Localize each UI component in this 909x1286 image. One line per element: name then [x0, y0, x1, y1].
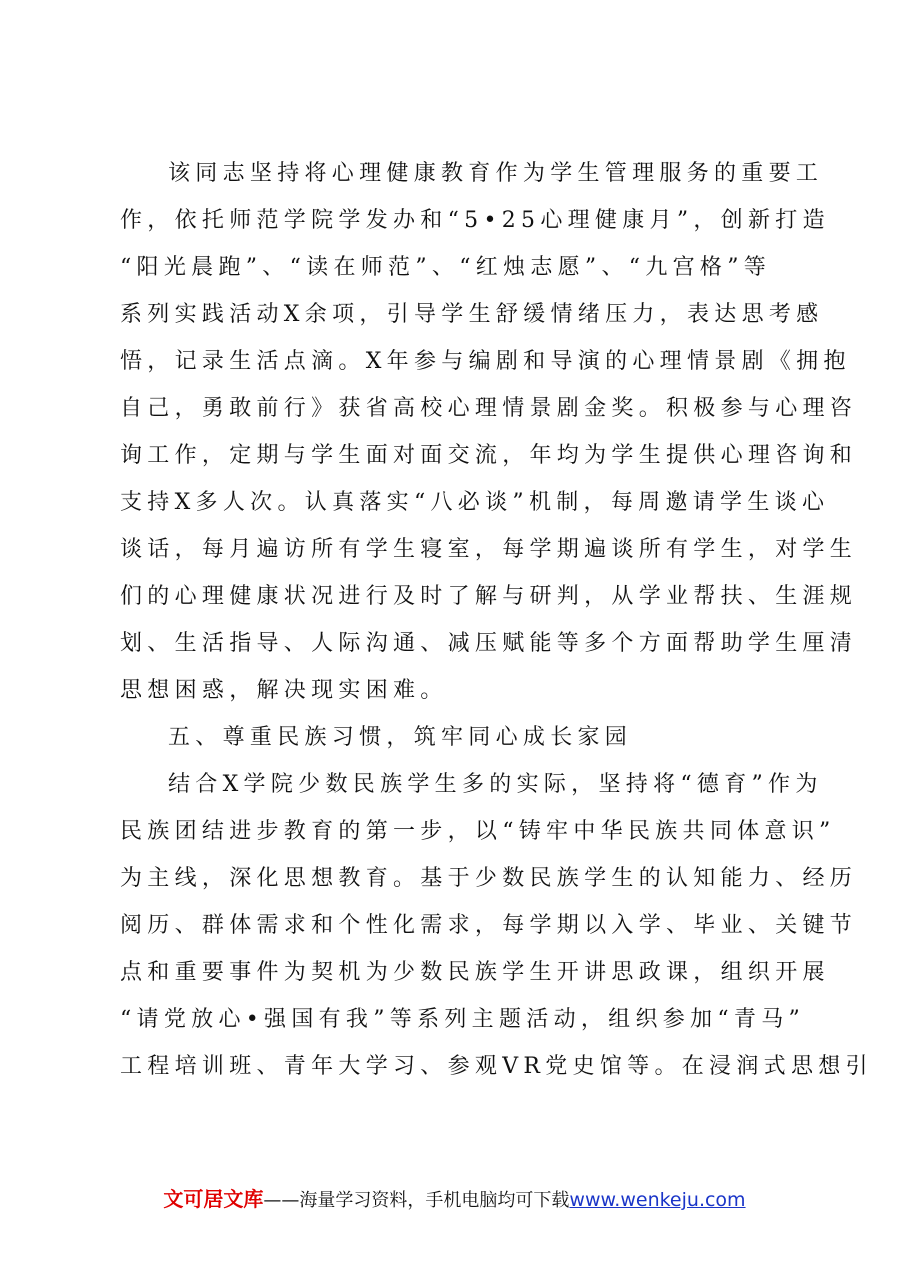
text-line: 民族团结进步教育的第一步，以“铸牢中华民族共同体意识”: [120, 819, 836, 844]
section-heading-text: 五、尊重民族习惯，筑牢同心成长家园: [168, 725, 633, 750]
text-line: 思想困惑，解决现实困难。: [120, 678, 448, 703]
footer-brand: 文可居文库: [163, 1187, 264, 1211]
text-line: 结合X学院少数民族学生多的实际，坚持将“德育”作为: [168, 772, 823, 797]
text-line: 作，依托师范学院学发办和“5•25心理健康月”，创新打造: [120, 208, 830, 233]
text-line: 悟，记录生活点滴。X年参与编剧和导演的心理情景剧《拥抱: [120, 349, 851, 374]
text-line: 们的心理健康状况进行及时了解与研判，从学业帮扶、生涯规: [120, 584, 858, 609]
text-line: 自己，勇敢前行》获省高校心理情景剧金奖。积极参与心理咨: [120, 396, 858, 421]
text-line: 该同志坚持将心理健康教育作为学生管理服务的重要工: [168, 161, 824, 186]
text-line: 为主线，深化思想教育。基于少数民族学生的认知能力、经历: [120, 866, 858, 891]
text-line: 工程培训班、青年大学习、参观VR党史馆等。在浸润式思想引: [120, 1054, 873, 1079]
text-line: 点和重要事件为契机为少数民族学生开讲思政课，组织开展: [120, 960, 830, 985]
footer-tagline: ——海量学习资料，手机电脑均可下载: [263, 1190, 570, 1211]
text-line: “阳光晨跑”、“读在师范”、“红烛志愿”、“九宫格”等: [120, 255, 772, 280]
paragraph-ethnic-education: [120, 761, 873, 1090]
text-line: “请党放心•强国有我”等系列主题活动，组织参加“青马”: [120, 1007, 806, 1032]
footer-link[interactable]: www.wenkeju.com: [569, 1189, 746, 1211]
page-footer: [0, 1183, 909, 1212]
text-line: 谈话，每月遍访所有学生寝室，每学期遍谈所有学生，对学生: [120, 537, 858, 562]
text-line: 支持X多人次。认真落实“八必谈”机制，每周邀请学生谈心: [120, 490, 830, 515]
paragraph-mental-health: [120, 150, 858, 714]
document-body: [120, 150, 873, 1090]
section-heading: [120, 714, 800, 761]
text-line: 划、生活指导、人际沟通、减压赋能等多个方面帮助学生厘清: [120, 631, 858, 656]
text-line: 询工作，定期与学生面对面交流，年均为学生提供心理咨询和: [120, 443, 858, 468]
text-line: 阅历、群体需求和个性化需求，每学期以入学、毕业、关键节: [120, 913, 858, 938]
text-line: 系列实践活动X余项，引导学生舒缓情绪压力，表达思考感: [120, 302, 824, 327]
